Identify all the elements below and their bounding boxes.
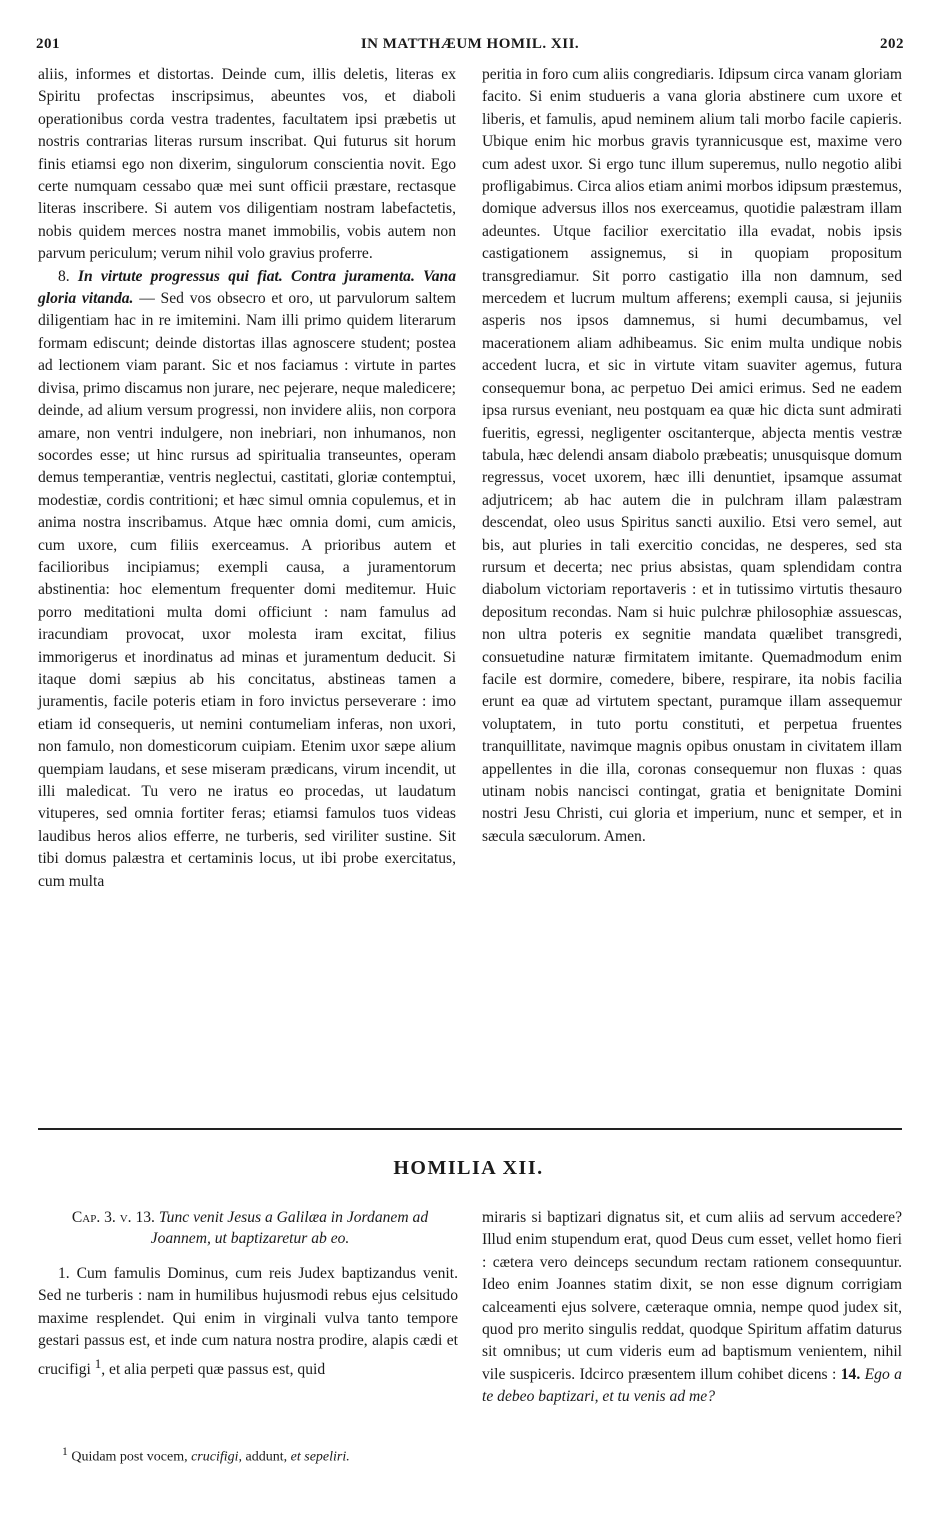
paragraph bbox=[482, 1207, 902, 1409]
footnote-text-c: addunt, bbox=[245, 1449, 288, 1465]
footnote bbox=[62, 1443, 462, 1467]
running-title: IN MATTHÆUM HOMIL. XII. bbox=[360, 36, 580, 52]
verse-number: 14. bbox=[840, 1365, 861, 1383]
footnote-text-d: et sepeliri. bbox=[290, 1449, 350, 1465]
paragraph-section-1 bbox=[38, 1263, 458, 1381]
footnote-text-b: crucifigi, bbox=[191, 1449, 243, 1465]
section-text: — Sed vos obsecro et oro, ut parvulorum saltem diligentiam hac in re imitemini. Nam illi primo quidem literarum formam ediscunt; deinde distortas illas agnoscere student; postea ad lectionem viam parant. Sic et nos faciamus : virtute in partes divisa, primo discamus non jurare, nec pejerare, neque maledicere; deinde, ad alium versum progressi, non invidere aliis, non corpora amare, non ventri indulgere, non inebriari, non inhumanos, non socordes esse; ut hinc rursus ad spiritualia transeuntes, operam demus temperantiæ, ventris neglectui, castitati, gloriæ contemptui, modestiæ, cordis contritioni; et hæc simul omnia copulemus, et in anima nostra inscribamus. Atque hæc omnia domi, cum amicis, cum uxore, cum filiis exerceamus. A prioribus autem et facilioribus incipiamus; exempli causa, a juramentorum abstinentia: hoc elementum frequenter domi meditemur. Huic porro meditationi multa domi officiunt : nam famulus ad iracundiam provocat, uxor molesta iram excitat, filius immorigerus et inordinatus ad minas et juramentum deducit. Si itaque domi sæpius ab his concitatus, abstineas tamen a juramentis, facile poteris etiam in foro invictus perseverare : imo etiam id consequeris, ut nemini contumeliam inferas, non uxori, non famulo, non domesticorum cuipiam. Etenim uxor sæpe alium quempiam laudans, et sese miseram prædicans, virum incendit, ut illi maledicat. Tu vero ne iratus eo procedas, ut laudatum vituperes, sed omnia fortiter feras; etiamsi famulos tuos videas laudibus heros alios efferre, ne turberis, sed viriliter sustine. Sit tibi domus palæstra et certaminis locus, ut ibi probe exercitatus, cum multa bbox=[38, 290, 456, 890]
column-bottom-right bbox=[482, 1207, 902, 1409]
paragraph-text: miraris si baptizari dignatus sit, et cum aliis ad servum accedere? Illud enim stupendum erat, quod Deus cum esset, vellet homo fieri : cætera vero deinceps secundum rectam rationem consequuntur. Ideo enim Joannes statim dixit, se non esse dignum corrigiam calceamenti ejus solvere, cæteraque omnia, nempe quod judex sit, quod pro merito singulis reddat, quodque Spiritum affatim daturus sit omnibus; ut cum videris eum ad baptismum venientem, nihil vile suspiceris. Idcirco præsentem illum cohibet dicens : bbox=[482, 1209, 902, 1383]
page-number-left: 201 bbox=[36, 36, 60, 52]
page-number-right: 202 bbox=[880, 36, 904, 52]
column-top-right bbox=[482, 64, 902, 848]
paragraph-section-8 bbox=[38, 266, 456, 893]
footnote-mark: 1 bbox=[62, 1445, 68, 1458]
paragraph: peritia in foro cum aliis congrediaris. Idipsum circa vanam gloriam facito. Si enim studueris a vana gloria abstinere cum uxore et liberis, et famulis, apud neminem alium tali morbo facile capieris. Ubique enim hic morbus gravis tyrannicusque est, maxime vero cum adest uxor. Si ergo tunc illum superemus, nullo negotio alibi profligabimus. Circa alios etiam animi morbos idipsum præstemus, domique adversus illos nos exerceamus, quotidie palæstram illam adeuntes. Utque facilior exercitatio illa evadat, nobis ipsis castigationem assignemus, si in quopiam propositum transgrediamur. Sit porro castigatio illa non damnum, sed mercedem et lucrum multum afferens; exempli causa, si jejuniis asperis nos ipsos damnemus, si humi decumbamus, vel macerationem aliam adhibeamus. Sic enim multa undique nobis accedent lucra, et sic in virtute vitam suaviter agemus, futura consequemur bona, ac perpetuo Dei amici erimus. Sed ne eadem ipsa rursus eveniant, neu postquam ea quæ hic dicta sunt admirati fueritis, egressi, negligenter oscitanterque, abjecta mentis vestræ tabula, hæc delendi ansam diabolo præbeatis; unusquisque domum regressus, vocet uxorem, hæc illi denuntiet, ipsamque assumat adjutricem; ab hac autem die in pulchram illam palæstram descendat, oleo usus Spiritus sancti auxilio. Etsi vero semel, aut bis, aut pluries in tali exercitio concidas, ne desperes, sed sta rursum et decerta; nec prius absistas, quam splendidam contra diabolum victoriam reportaveris : et in tutissimo virtutis thesauro depositum recondas. Nam si huic pulchræ philosophiæ assuescas, non ultra poteris ex segnitie mandata quælibet transgredi, consuetudine naturæ firmitatem imitante. Quemadmodum enim facile est dormire, comedere, bibere, respirare, ita nobis facilia erunt ea quæ ad virtutem spectant, puramque illam assequemur voluptatem, in tuto portu constituti, et perpetua fruentes tranquillitate, navimque magnis opibus onustam in civitatem illam appellentes in die illa, coronas consequemur non fluxas : quas utinam nobis nancisci contingat, gratia et benignitate Domini nostri Jesu Christi, cui gloria et imperium, nunc et semper, et in sæcula sæculorum. Amen. bbox=[482, 66, 902, 845]
section-text-tail: , et alia perpeti quæ passus est, quid bbox=[101, 1360, 326, 1378]
chapter-label: Cap. 3. v. 13. bbox=[71, 1209, 155, 1226]
column-bottom-left bbox=[38, 1207, 458, 1381]
chapter-text: Tunc venit Jesus a Galilæa in Jordanem ad Joannem, ut baptizaretur ab eo. bbox=[150, 1209, 429, 1247]
homily-title: HOMILIA XII. bbox=[393, 1157, 544, 1179]
paragraph: aliis, informes et distortas. Deinde cum, illis deletis, literas ex Spiritu profectas inscripsimus, abeuntes vos, et diaboli operationibus corda vestra tradentes, facultatem ipsi præbetis ut nostris contrarias literas rursum inscribat. Qui futurus sit horum finis etiamsi ego non dixerim, singulorum conscientia novit. Ego certe numquam cessabo quæ mei sunt officii præstare, rectasque literas inscribere. Si autem vos diligentiam nostram labefactetis, nobis quidem merces nostra manet immobilis, vobis autem non parvum periculum; verum nihil volo gravius proferre. bbox=[38, 66, 456, 263]
footnote-text-a: Quidam post vocem, bbox=[71, 1449, 188, 1465]
column-top-left bbox=[38, 64, 456, 893]
running-header bbox=[36, 36, 904, 58]
verse-quote: Ego a te debeo baptizari, et tu venis ad me? bbox=[482, 1365, 902, 1406]
section-number: 1. bbox=[58, 1265, 70, 1282]
section-divider bbox=[38, 1128, 902, 1130]
section-heading: In virtute progressus qui fiat. Contra juramenta. Vana gloria vitanda. bbox=[38, 267, 457, 308]
chapter-verse-heading bbox=[38, 1207, 458, 1249]
section-number: 8. bbox=[58, 267, 70, 285]
section-text: Cum famulis Dominus, cum reis Judex baptizandus venit. Sed ne turberis : nam in humilibus hujusmodi rebus ejus celsitudo maxime resplendet. Qui enim in virginali vulva tanto tempore gestari passus est, et inde cum natura nostra prodire, alapis cædi et crucifigi bbox=[38, 1265, 458, 1378]
footnote-reference: 1 bbox=[94, 1355, 102, 1371]
